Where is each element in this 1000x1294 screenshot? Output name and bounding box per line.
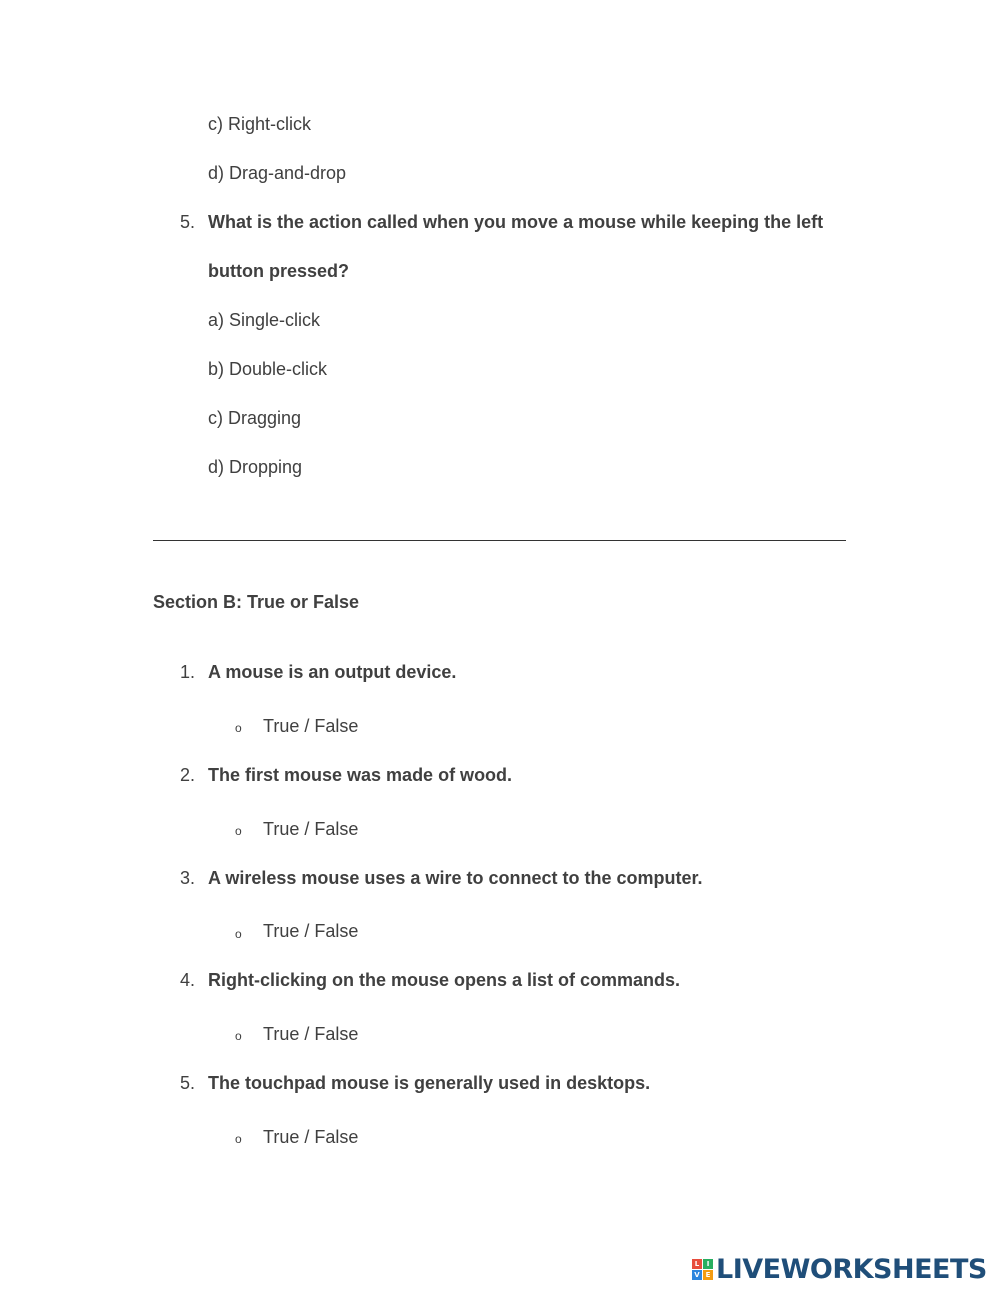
tf-question-2-number: 2. — [180, 765, 196, 785]
tf-answer-4[interactable]: True / False — [263, 1024, 359, 1044]
logo-mark-v: V — [692, 1270, 702, 1280]
tf-question-2-text: The first mouse was made of wood. — [208, 765, 513, 785]
question-5-text-line2: button pressed? — [208, 261, 350, 281]
tf-question-1-text: A mouse is an output device. — [208, 662, 457, 682]
circle-bullet-icon: o — [235, 927, 242, 941]
liveworksheets-logo[interactable] — [692, 1254, 987, 1284]
tf-answer-1[interactable]: True / False — [263, 716, 359, 736]
circle-bullet-icon: o — [235, 824, 242, 838]
logo-mark-l: L — [692, 1259, 702, 1269]
tf-question-5-text: The touchpad mouse is generally used in desktops. — [208, 1073, 651, 1093]
tf-question-5-number: 5. — [180, 1073, 196, 1093]
tf-question-1-number: 1. — [180, 662, 196, 682]
question-5-text-line1: What is the action called when you move a mouse while keeping the left — [208, 212, 824, 232]
tf-answer-3[interactable]: True / False — [263, 921, 359, 941]
tf-answer-5[interactable]: True / False — [263, 1127, 359, 1147]
circle-bullet-icon: o — [235, 1029, 242, 1043]
logo-wordmark: LIVEWORKSHEETS — [716, 1253, 987, 1285]
tf-question-4-number: 4. — [180, 970, 196, 990]
tf-answer-2[interactable]: True / False — [263, 819, 359, 839]
circle-bullet-icon: o — [235, 1132, 242, 1146]
option-c-dragging: c) Dragging — [208, 408, 302, 428]
liveworksheets-logo-icon — [692, 1259, 713, 1280]
logo-mark-e: E — [703, 1270, 713, 1280]
tf-question-3-text: A wireless mouse uses a wire to connect to the computer. — [208, 868, 703, 888]
tf-question-4-text: Right-clicking on the mouse opens a list of commands. — [208, 970, 681, 990]
option-a-single-click: a) Single-click — [208, 310, 321, 330]
option-c-right-click: c) Right-click — [208, 114, 312, 134]
logo-mark-i: I — [703, 1259, 713, 1269]
option-d-dropping: d) Dropping — [208, 457, 303, 477]
horizontal-divider — [153, 540, 846, 541]
tf-question-3-number: 3. — [180, 868, 196, 888]
option-d-drag-and-drop: d) Drag-and-drop — [208, 163, 347, 183]
option-b-double-click: b) Double-click — [208, 359, 328, 379]
question-5-number: 5. — [180, 212, 196, 232]
section-b-title: Section B: True or False — [153, 592, 360, 612]
circle-bullet-icon: o — [235, 721, 242, 735]
